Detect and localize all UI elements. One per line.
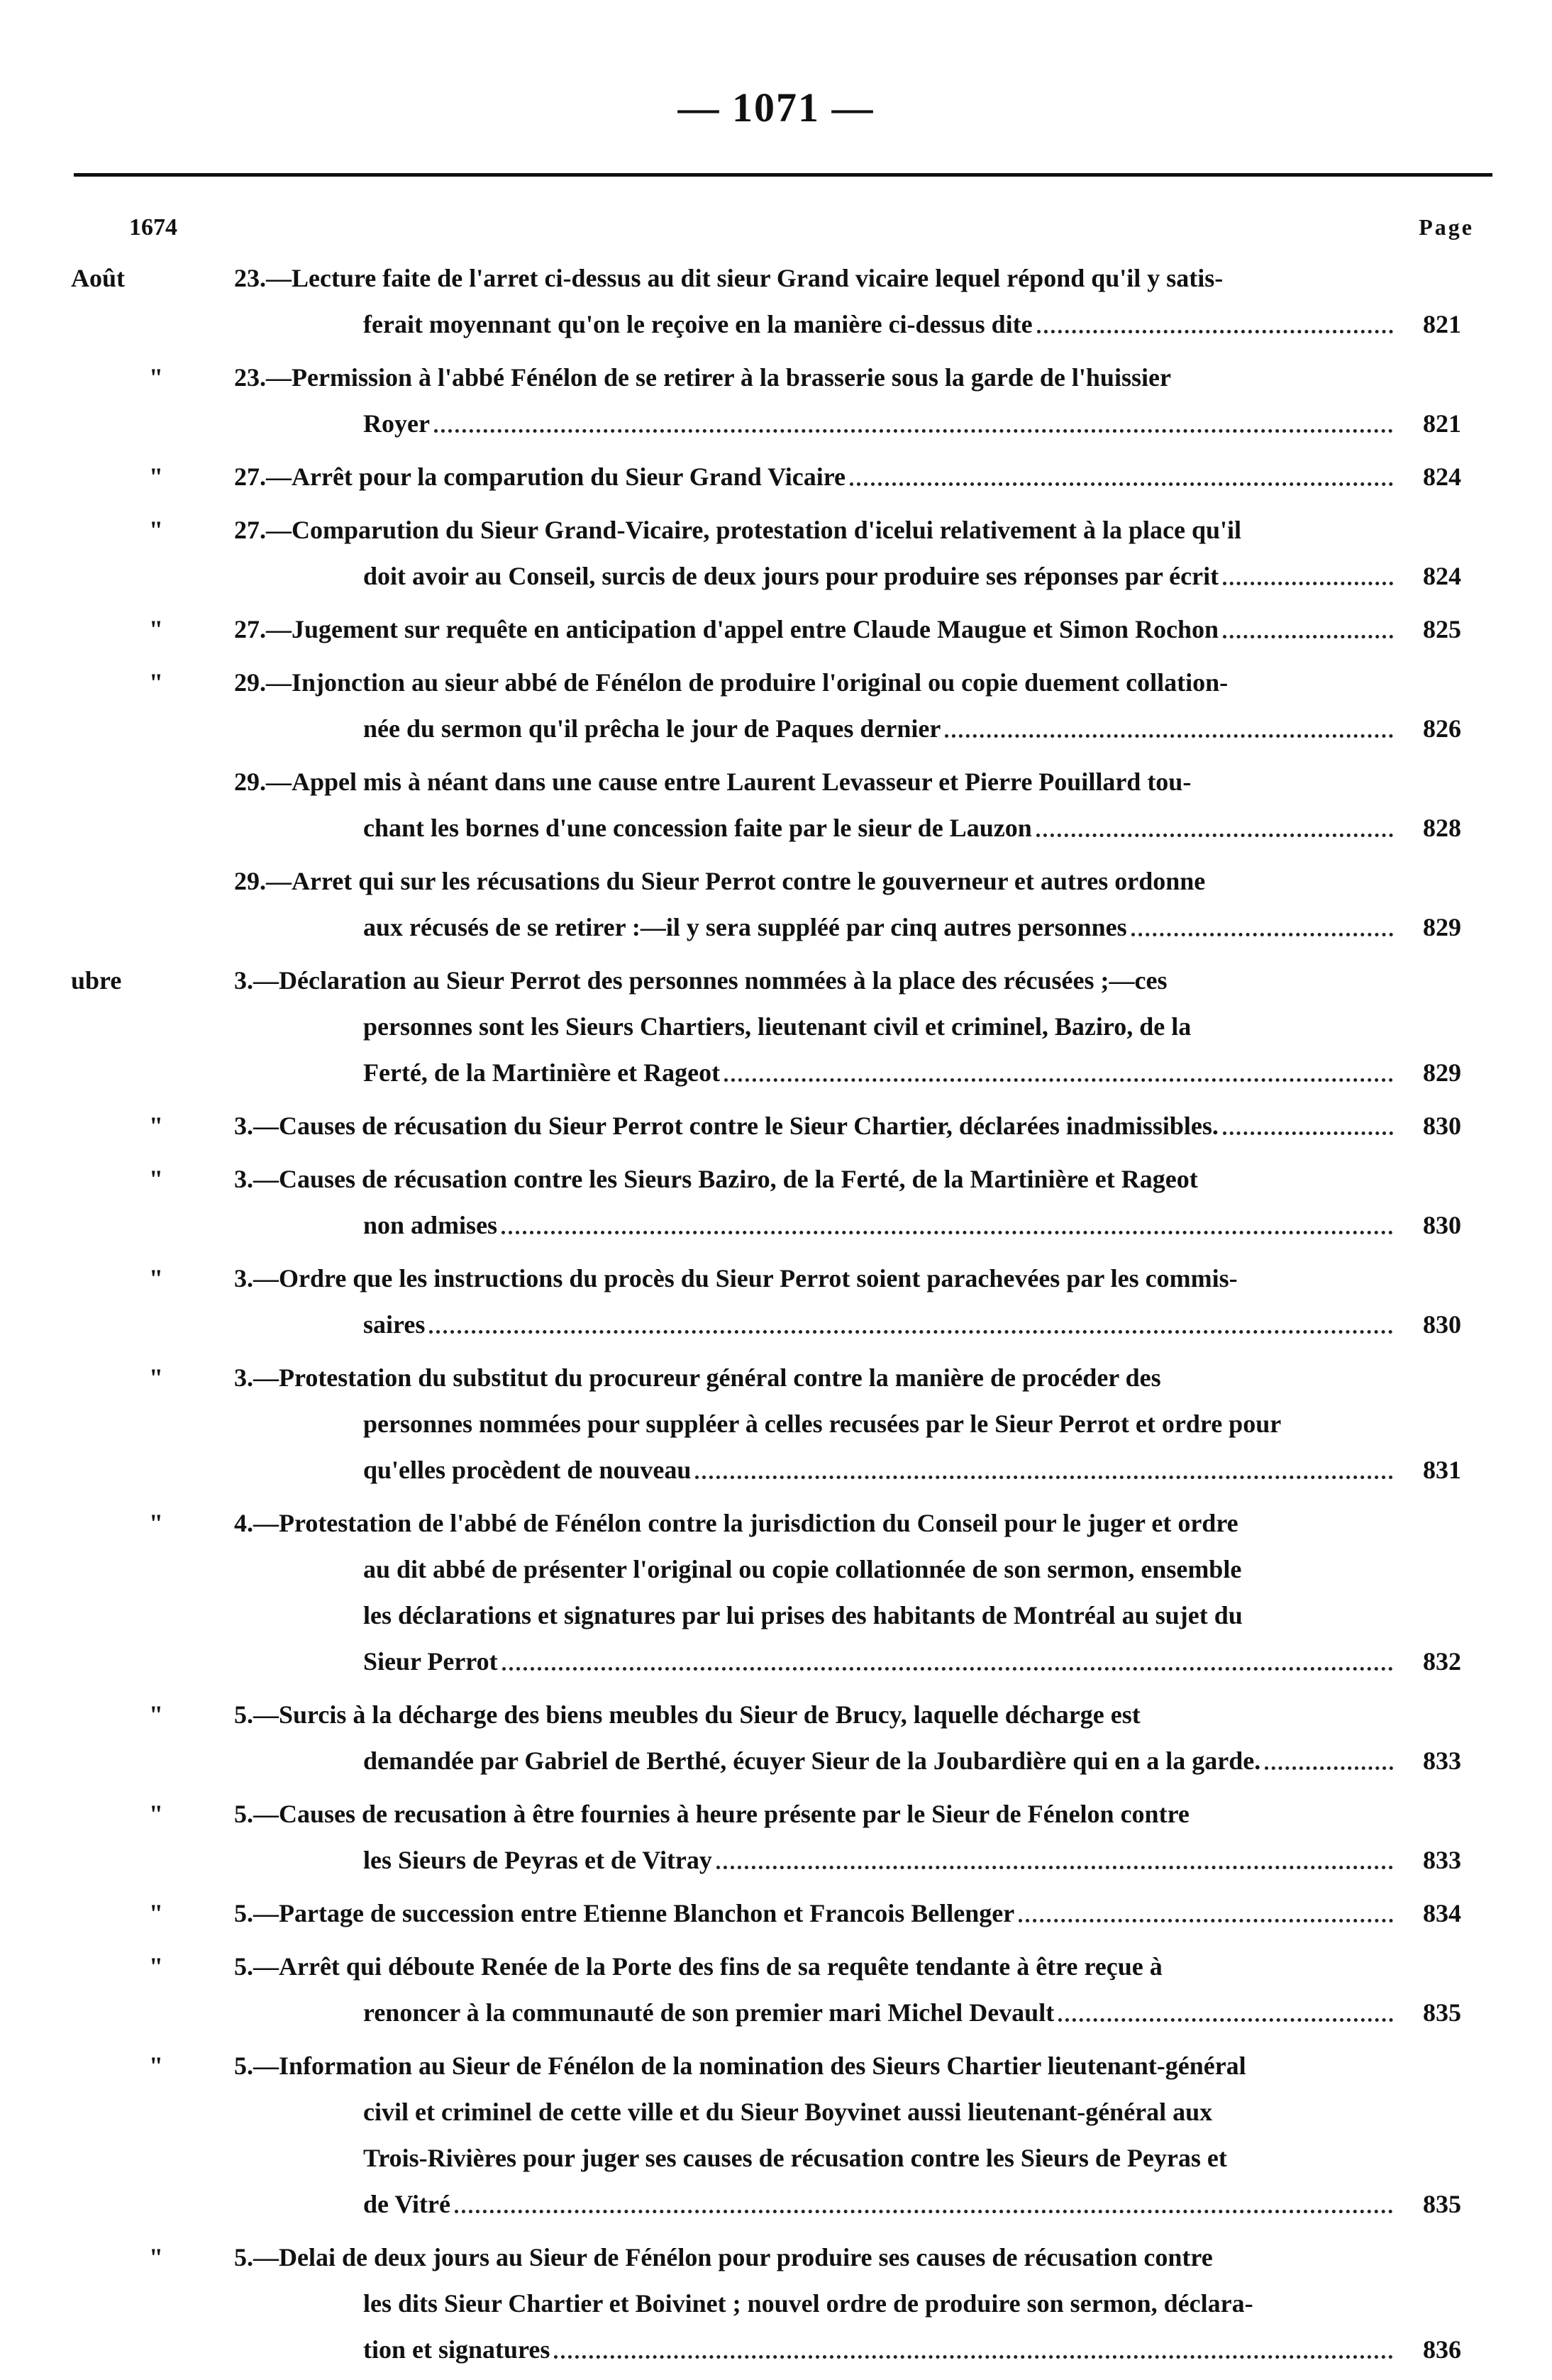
entry-month: " (149, 1264, 163, 1293)
entry-line (0, 1447, 1552, 1493)
entry-line (0, 454, 1552, 500)
entry-month: " (149, 363, 163, 392)
entry-text: demandée par Gabriel de Berthé, écuyer Sieur de la Joubardière qui en a la garde. (363, 1747, 1261, 1775)
entry-day: 29. (234, 768, 266, 796)
entry-day: 27. (234, 463, 266, 491)
entry-month: " (149, 1700, 163, 1729)
entry-page: 834 (1423, 1899, 1461, 1927)
entry-page: 833 (1423, 1747, 1461, 1775)
entry-text: —Partage de succession entre Etienne Blanchon et Francois Bellenger (253, 1899, 1015, 1927)
entry-day: 29. (234, 867, 266, 895)
entry-page: 830 (1423, 1112, 1461, 1140)
entry-line (0, 759, 1552, 805)
toc-entry (0, 1156, 1552, 1249)
entry-text: —Arret qui sur les récusations du Sieur Perrot contre le gouverneur et autres ordonne (266, 867, 1206, 895)
entry-line (0, 958, 1552, 1004)
toc-entry (0, 507, 1552, 599)
toc-entry (0, 1891, 1552, 1937)
entry-line (0, 858, 1552, 904)
entry-month: " (149, 668, 163, 697)
entry-page: 829 (1423, 913, 1461, 941)
dot-leader (1265, 1738, 1393, 1770)
entry-line (0, 1944, 1552, 1990)
entry-text: née du sermon qu'il prêcha le jour de Paques dernier (363, 714, 941, 743)
entry-text: —Ordre que les instructions du procès du Sieur Perrot soient parachevées par les commis- (253, 1264, 1238, 1293)
toc-entry (0, 607, 1552, 653)
entry-day: 5. (234, 1800, 253, 1828)
toc-entry (0, 759, 1552, 851)
dot-leader (455, 2181, 1393, 2213)
entry-line (0, 1156, 1552, 1202)
entry-month: " (149, 2243, 163, 2271)
dot-leader (554, 2327, 1393, 2359)
entry-page: 829 (1423, 1058, 1461, 1087)
entry-line (0, 553, 1552, 599)
entry-month: " (149, 1952, 163, 1981)
entry-line (0, 1639, 1552, 1685)
entry-text: de Vitré (363, 2190, 450, 2218)
entry-page: 824 (1423, 562, 1461, 590)
entry-page: 821 (1423, 310, 1461, 338)
entry-line (0, 355, 1552, 401)
entry-line (0, 255, 1552, 301)
entry-day: 5. (234, 1700, 253, 1729)
header-rule (74, 173, 1492, 177)
column-header-page: Page (1419, 214, 1474, 240)
entry-day: 3. (234, 1363, 253, 1392)
table-of-contents (0, 255, 1552, 2380)
entry-text: chant les bornes d'une concession faite par le sieur de Lauzon (363, 814, 1032, 842)
entry-line (0, 1004, 1552, 1050)
entry-month: " (149, 615, 163, 643)
entry-page: 825 (1423, 615, 1461, 643)
toc-entry (0, 2235, 1552, 2373)
entry-text: non admises (363, 1211, 498, 1239)
entry-text: —Permission à l'abbé Fénélon de se retirer à la brasserie sous la garde de l'huissier (266, 363, 1171, 392)
entry-text: tion et signatures (363, 2335, 550, 2364)
dot-leader (724, 1050, 1393, 1082)
entry-text: les Sieurs de Peyras et de Vitray (363, 1846, 712, 1874)
entry-day: 5. (234, 1952, 253, 1981)
dot-leader (1223, 607, 1393, 638)
entry-day: 3. (234, 1112, 253, 1140)
dot-leader (850, 454, 1393, 486)
entry-page: 821 (1423, 409, 1461, 438)
entry-month: " (149, 1800, 163, 1828)
entry-text: —Delai de deux jours au Sieur de Fénélon pour produire ses causes de récusation contre (253, 2243, 1213, 2271)
entry-line (0, 1990, 1552, 2036)
entry-line (0, 1500, 1552, 1546)
dot-leader (1131, 904, 1393, 936)
toc-entry (0, 255, 1552, 348)
entry-text: saires (363, 1310, 426, 1339)
entry-text: —Information au Sieur de Fénélon de la nomination des Sieurs Chartier lieutenant-général (253, 2052, 1246, 2080)
entry-month: " (149, 516, 163, 544)
entry-line (0, 660, 1552, 706)
entry-text: Ferté, de la Martinière et Rageot (363, 1058, 721, 1087)
entry-line (0, 2135, 1552, 2181)
entry-day: 27. (234, 516, 266, 544)
entry-text: civil et criminel de cette ville et du Sieur Boyvinet aussi lieutenant-général aux (363, 2098, 1213, 2126)
entry-line (0, 1355, 1552, 1401)
dot-leader (716, 1837, 1393, 1869)
entry-text: —Injonction au sieur abbé de Fénélon de produire l'original ou copie duement collation- (266, 668, 1229, 697)
entry-month: " (149, 2052, 163, 2080)
toc-entry (0, 1103, 1552, 1149)
entry-text: renoncer à la communauté de son premier mari Michel Devault (363, 1998, 1055, 2027)
entry-text: —Causes de récusation contre les Sieurs Baziro, de la Ferté, de la Martinière et Rageot (253, 1165, 1198, 1193)
dot-leader (429, 1302, 1393, 1334)
toc-entry (0, 1791, 1552, 1883)
entry-month: " (149, 1165, 163, 1193)
entry-month: " (149, 463, 163, 491)
dot-leader (1223, 1103, 1393, 1135)
entry-line (0, 2089, 1552, 2135)
entry-text: personnes nommées pour suppléer à celles recusées par le Sieur Perrot et ordre pour (363, 1410, 1282, 1438)
entry-day: 5. (234, 2243, 253, 2271)
entry-line (0, 2235, 1552, 2281)
entry-day: 3. (234, 1264, 253, 1293)
column-header-year: 1674 (129, 214, 177, 240)
entry-page: 835 (1423, 2190, 1461, 2218)
entry-line (0, 2181, 1552, 2227)
entry-text: —Jugement sur requête en anticipation d'appel entre Claude Maugue et Simon Rochon (266, 615, 1219, 643)
entry-text: —Lecture faite de l'arret ci-dessus au dit sieur Grand vicaire lequel répond qu'il y satis- (266, 264, 1224, 292)
entry-text: —Protestation de l'abbé de Fénélon contre la jurisdiction du Conseil pour le juger et ordre (253, 1509, 1238, 1537)
entry-text: —Déclaration au Sieur Perrot des personnes nommées à la place des récusées ;—ces (253, 966, 1168, 995)
dot-leader (1036, 805, 1393, 837)
entry-page: 830 (1423, 1310, 1461, 1339)
entry-page: 824 (1423, 463, 1461, 491)
entry-line (0, 805, 1552, 851)
toc-entry (0, 1500, 1552, 1685)
dot-leader (1019, 1891, 1393, 1922)
dot-leader (1058, 1990, 1393, 2022)
dot-leader (502, 1639, 1393, 1671)
entry-line (0, 1692, 1552, 1738)
entry-text: Royer (363, 409, 430, 438)
entry-line (0, 2327, 1552, 2373)
toc-entry (0, 1355, 1552, 1493)
entry-line (0, 1891, 1552, 1937)
entry-text: —Comparution du Sieur Grand-Vicaire, protestation d'icelui relativement à la place qu'il (266, 516, 1241, 544)
entry-line (0, 1791, 1552, 1837)
entry-line (0, 1401, 1552, 1447)
entry-line (0, 2281, 1552, 2327)
entry-line (0, 507, 1552, 553)
toc-entry (0, 1692, 1552, 1784)
dot-leader (434, 401, 1393, 433)
entry-page: 830 (1423, 1211, 1461, 1239)
toc-entry (0, 858, 1552, 951)
entry-text: Sieur Perrot (363, 1647, 498, 1676)
entry-text: —Protestation du substitut du procureur général contre la manière de procéder des (253, 1363, 1161, 1392)
dot-leader (945, 706, 1393, 738)
entry-day: 4. (234, 1509, 253, 1537)
toc-entry (0, 2043, 1552, 2227)
entry-text: —Surcis à la décharge des biens meubles du Sieur de Brucy, laquelle décharge est (253, 1700, 1141, 1729)
entry-line (0, 904, 1552, 951)
entry-page: 826 (1423, 714, 1461, 743)
toc-entry (0, 454, 1552, 500)
entry-day: 5. (234, 2052, 253, 2080)
entry-text: les dits Sieur Chartier et Boivinet ; nouvel ordre de produire son sermon, déclara- (363, 2289, 1253, 2318)
entry-line (0, 706, 1552, 752)
entry-day: 23. (234, 264, 266, 292)
toc-entry (0, 958, 1552, 1096)
entry-day: 27. (234, 615, 266, 643)
entry-day: 3. (234, 1165, 253, 1193)
entry-line (0, 1837, 1552, 1883)
toc-entry (0, 355, 1552, 447)
entry-page: 836 (1423, 2335, 1461, 2364)
entry-text: doit avoir au Conseil, surcis de deux jours pour produire ses réponses par écrit (363, 562, 1219, 590)
entry-text: personnes sont les Sieurs Chartiers, lieutenant civil et criminel, Baziro, de la (363, 1012, 1192, 1041)
entry-month: Août (71, 264, 126, 292)
entry-text: aux récusés de se retirer :—il y sera suppléé par cinq autres personnes (363, 913, 1127, 941)
entry-line (0, 1593, 1552, 1639)
entry-line (0, 1202, 1552, 1249)
entry-month: " (149, 1509, 163, 1537)
entry-line (0, 1546, 1552, 1593)
entry-text: —Causes de recusation à être fournies à heure présente par le Sieur de Fénelon contre (253, 1800, 1190, 1828)
entry-day: 29. (234, 668, 266, 697)
dot-leader (1037, 301, 1393, 333)
entry-text: —Arrêt qui déboute Renée de la Porte des fins de sa requête tendante à être reçue à (253, 1952, 1163, 1981)
entry-month: " (149, 1363, 163, 1392)
toc-entry (0, 1944, 1552, 2036)
entry-day: 5. (234, 1899, 253, 1927)
entry-line (0, 607, 1552, 653)
entry-line (0, 301, 1552, 348)
entry-line (0, 1103, 1552, 1149)
entry-text: —Appel mis à néant dans une cause entre Laurent Levasseur et Pierre Pouillard tou- (266, 768, 1192, 796)
entry-line (0, 401, 1552, 447)
toc-entry (0, 660, 1552, 752)
entry-line (0, 1050, 1552, 1096)
entry-line (0, 1256, 1552, 1302)
entry-page: 828 (1423, 814, 1461, 842)
entry-month: " (149, 1899, 163, 1927)
entry-page: 831 (1423, 1456, 1461, 1484)
entry-text: au dit abbé de présenter l'original ou copie collationnée de son sermon, ensemble (363, 1555, 1242, 1583)
entry-month: " (149, 1112, 163, 1140)
entry-day: 23. (234, 363, 266, 392)
entry-text: Trois-Rivières pour juger ses causes de récusation contre les Sieurs de Peyras et (363, 2144, 1227, 2172)
dot-leader (501, 1202, 1393, 1234)
entry-day: 3. (234, 966, 253, 995)
entry-text: ferait moyennant qu'on le reçoive en la manière ci-dessus dite (363, 310, 1033, 338)
entry-line (0, 2043, 1552, 2089)
dot-leader (695, 1447, 1393, 1479)
dot-leader (1223, 553, 1393, 585)
entry-text: qu'elles procèdent de nouveau (363, 1456, 692, 1484)
entry-month: ubre (71, 966, 122, 995)
toc-entry (0, 1256, 1552, 1348)
entry-line (0, 1302, 1552, 1348)
entry-text: —Arrêt pour la comparution du Sieur Grand Vicaire (266, 463, 846, 491)
page-number: — 1071 — (677, 84, 875, 131)
entry-page: 833 (1423, 1846, 1461, 1874)
entry-line (0, 1738, 1552, 1784)
entry-page: 832 (1423, 1647, 1461, 1676)
entry-page: 835 (1423, 1998, 1461, 2027)
entry-text: les déclarations et signatures par lui prises des habitants de Montréal au sujet du (363, 1601, 1243, 1629)
entry-text: —Causes de récusation du Sieur Perrot contre le Sieur Chartier, déclarées inadmissibles. (253, 1112, 1219, 1140)
